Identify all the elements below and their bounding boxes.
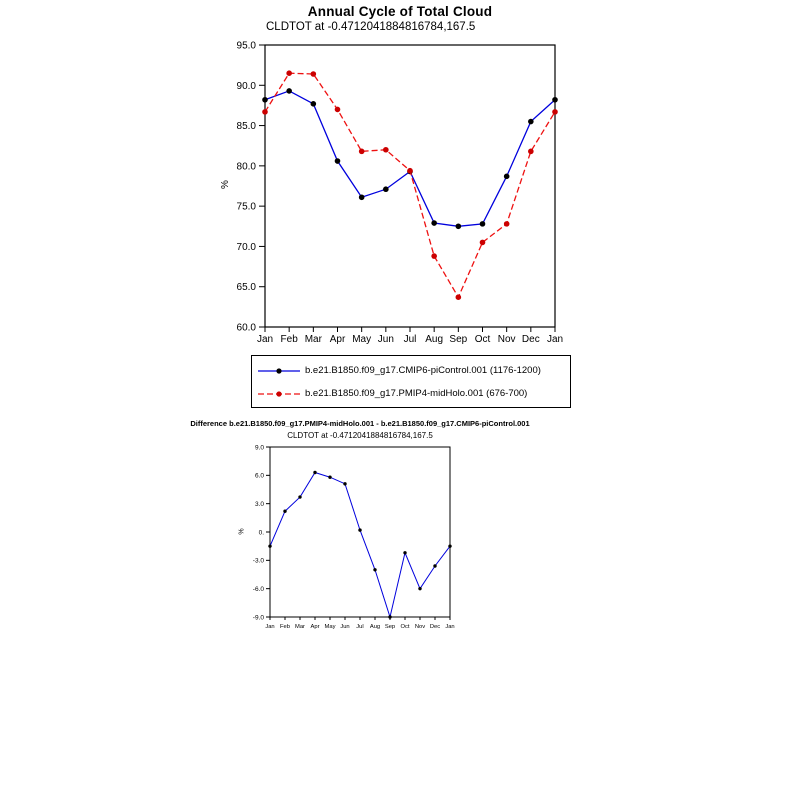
chart-1 bbox=[253, 444, 455, 630]
svg-text:Mar: Mar bbox=[304, 334, 322, 345]
top-chart-subtitle: CLDTOT at -0.4712041884816784,167.5 bbox=[266, 21, 476, 33]
svg-text:Jul: Jul bbox=[403, 334, 417, 345]
svg-text:Feb: Feb bbox=[280, 334, 298, 345]
svg-text:0.: 0. bbox=[258, 529, 264, 537]
svg-text:Oct: Oct bbox=[400, 624, 410, 630]
svg-text:-9.0: -9.0 bbox=[252, 614, 264, 622]
series-1 bbox=[262, 70, 558, 300]
svg-text:9.0: 9.0 bbox=[254, 444, 264, 452]
svg-text:Aug: Aug bbox=[425, 334, 444, 345]
legend-label-picontrol: b.e21.B1850.f09_g17.CMIP6-piControl.001 (1176-1200) bbox=[305, 365, 541, 376]
svg-text:6.0: 6.0 bbox=[254, 472, 264, 480]
y-axis bbox=[237, 41, 265, 334]
chart-frame bbox=[270, 447, 450, 617]
svg-text:60.0: 60.0 bbox=[236, 322, 256, 334]
svg-text:Jul: Jul bbox=[356, 624, 364, 630]
svg-text:3.0: 3.0 bbox=[254, 500, 264, 508]
svg-text:Aug: Aug bbox=[369, 624, 381, 630]
top-chart-title: Annual Cycle of Total Cloud bbox=[307, 4, 493, 19]
y-axis bbox=[253, 444, 270, 621]
svg-text:Jun: Jun bbox=[340, 624, 350, 630]
x-axis bbox=[265, 617, 454, 630]
svg-text:May: May bbox=[324, 624, 336, 630]
legend-label-midholo: b.e21.B1850.f09_g17.PMIP4-midHolo.001 (676-700) bbox=[305, 388, 528, 399]
svg-text:85.0: 85.0 bbox=[236, 121, 256, 133]
legend-line-sample-midholo bbox=[257, 387, 301, 401]
svg-text:80.0: 80.0 bbox=[236, 161, 256, 173]
svg-text:75.0: 75.0 bbox=[236, 201, 256, 213]
x-axis bbox=[257, 327, 563, 345]
svg-text:Apr: Apr bbox=[329, 334, 346, 345]
bottom-chart-title: Difference b.e21.B1850.f09_g17.PMIP4-midHolo.001 - b.e21.B1850.f09_g17.CMIP6-piControl.001 bbox=[190, 419, 530, 428]
svg-text:65.0: 65.0 bbox=[236, 282, 256, 294]
chart-0 bbox=[237, 41, 564, 346]
svg-text:Jan: Jan bbox=[265, 624, 275, 630]
bottom-chart-y-axis-label: % bbox=[238, 528, 246, 535]
svg-text:Dec: Dec bbox=[521, 334, 540, 345]
svg-text:Feb: Feb bbox=[280, 624, 290, 630]
svg-text:Oct: Oct bbox=[474, 334, 491, 345]
svg-text:Nov: Nov bbox=[497, 334, 516, 345]
svg-text:70.0: 70.0 bbox=[236, 241, 256, 253]
svg-text:Jan: Jan bbox=[546, 334, 564, 345]
legend-line-sample-picontrol bbox=[257, 364, 301, 378]
legend bbox=[251, 355, 571, 408]
bottom-chart-subtitle: CLDTOT at -0.4712041884816784,167.5 bbox=[287, 431, 433, 440]
svg-text:Apr: Apr bbox=[310, 624, 320, 630]
series-0 bbox=[268, 471, 451, 619]
svg-text:Jan: Jan bbox=[256, 334, 274, 345]
top-chart-y-axis-label: % bbox=[219, 180, 231, 189]
svg-text:Nov: Nov bbox=[414, 624, 426, 630]
series-0 bbox=[262, 88, 558, 229]
svg-text:-3.0: -3.0 bbox=[252, 557, 264, 565]
svg-text:Jan: Jan bbox=[445, 624, 455, 630]
legend-entry-midholo bbox=[252, 382, 570, 405]
svg-text:Sep: Sep bbox=[449, 334, 468, 345]
chart-frame bbox=[265, 45, 555, 327]
legend-entry-picontrol bbox=[252, 359, 570, 382]
svg-text:Mar: Mar bbox=[295, 624, 305, 630]
svg-text:-6.0: -6.0 bbox=[252, 585, 264, 593]
svg-text:Sep: Sep bbox=[384, 624, 396, 630]
svg-text:May: May bbox=[352, 334, 372, 345]
svg-text:90.0: 90.0 bbox=[236, 80, 256, 92]
svg-text:95.0: 95.0 bbox=[236, 40, 256, 52]
svg-text:Dec: Dec bbox=[429, 624, 441, 630]
svg-text:Jun: Jun bbox=[377, 334, 394, 345]
